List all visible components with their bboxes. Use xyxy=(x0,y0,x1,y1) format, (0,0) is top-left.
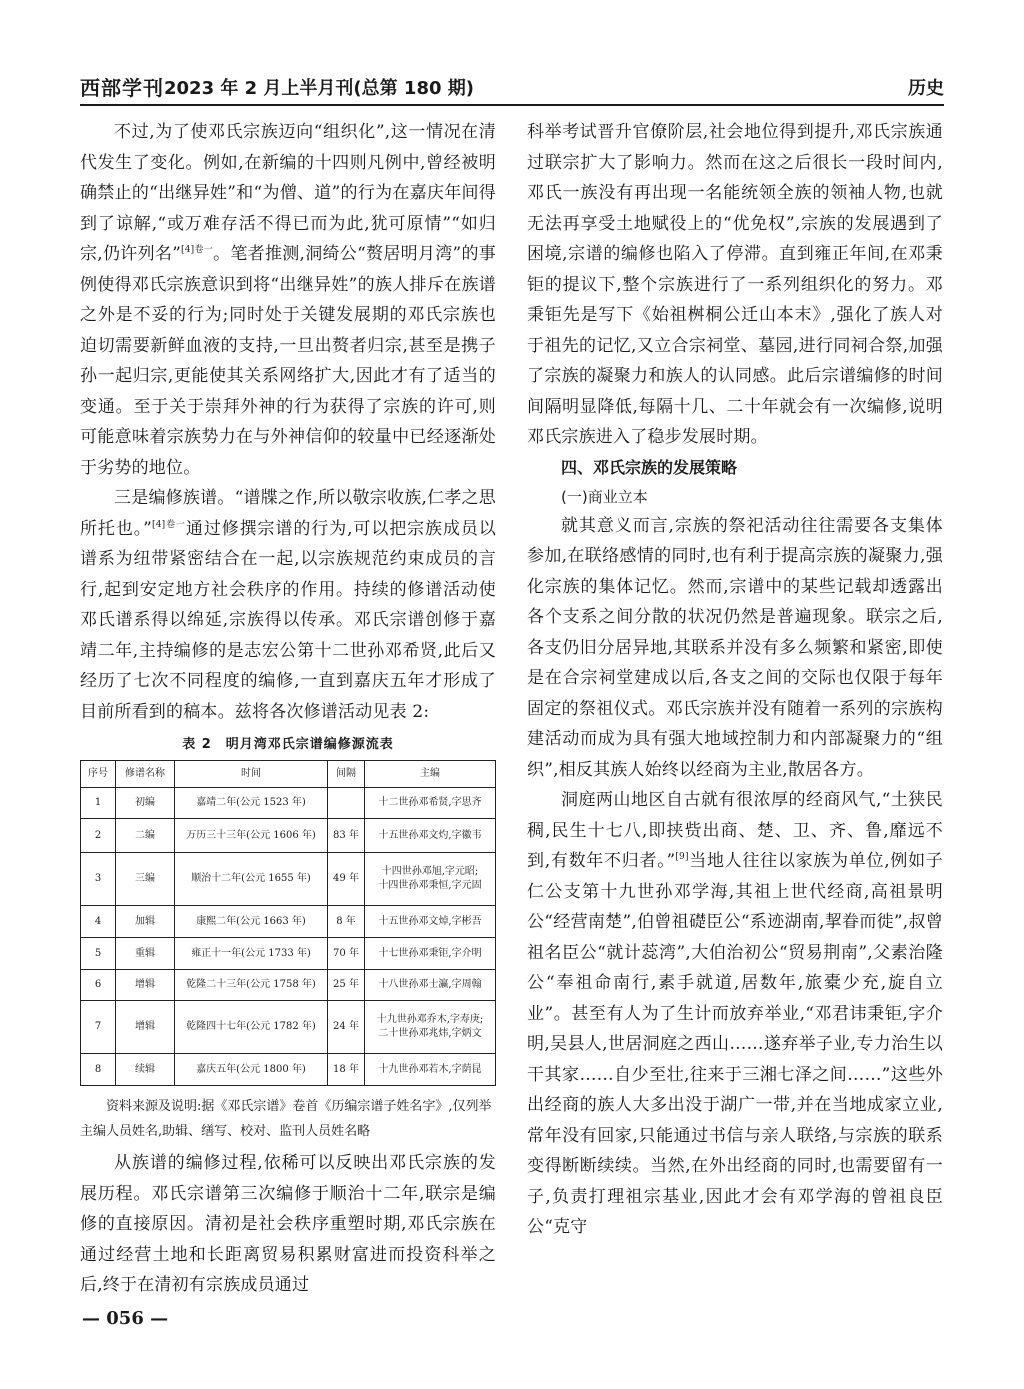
table-cell: 续辑 xyxy=(116,1054,175,1086)
table-header-cell: 序号 xyxy=(81,761,116,788)
table-cell: 十五世孙邓文灼,字徽韦 xyxy=(365,819,496,853)
table-source-note: 资料来源及说明:据《邓氏宗谱》卷首《历编宗谱子姓名字》,仅列举主编人员姓名,助辑、缮写、校对、监刊人员姓名略 xyxy=(80,1099,492,1139)
section-name: 历史 xyxy=(908,78,944,99)
paragraph: 就其意义而言,宗族的祭祀活动往往需要各支集体参加,在联络感情的同时,也有利于提高宗族的凝聚力,强化宗族的集体记忆。然而,宗谱中的某些记载却透露出各个支系之间分散的状况仍然是普遍现象。联宗之后,各支仍旧分居异地,其联系并没有多么频繁和紧密,即使是在合宗祠堂建成以后,各支之间的交际也仅限于每年固定的祭祖仪式。邓氏宗族并没有随着一系列的宗族构建活动而成为具有强大地域控制力和内部凝聚力的“组织”,相反其族人始终以经商为主业,散居各方。 xyxy=(527,515,943,780)
table-row xyxy=(81,819,496,853)
table-cell: 二编 xyxy=(116,819,175,853)
table-cell: 1 xyxy=(81,788,116,819)
paragraph: 从族谱的编修过程,依稀可以反映出邓氏宗族的发展历程。邓氏宗谱第三次编修于顺治十二年,联宗是编修的直接原因。清初是社会秩序重塑时期,邓氏宗族在通过经营土地和长距离贸易积累财富进而投资科举之后,终于在清初有宗族成员通过 xyxy=(80,1153,496,1295)
table-cell: 十八世孙邓士瀛,字周翰 xyxy=(365,970,496,1001)
table-caption: 表 2 明月湾邓氏宗谱编修源流表 xyxy=(182,737,394,752)
paragraph: 洞庭两山地区自古就有很浓厚的经商风气,“土狭民稠,民生十七八,即挟赀出商、楚、卫、齐、鲁,靡远不到,有数年不归者。”[9]当地人往往以家族为单位,例如子仁公支第十九世孙邓学海,其祖上世代经商,高祖景明公“经营南楚”,伯曾祖礎臣公“系迹湖南,挈眷而徙”,叔曾祖名臣公“就计蕊湾”,大伯治初公“贸易荆南”,父素治隆公“奉祖命南行,素手就道,居数年,旅橐少充,旋自立业”。甚至有人为了生计而放弃举业,“邓君讳秉钜,字介明,吴县人,世居洞庭之西山……遂弃举子业,专力治生以干其家……自少至壮,往来于三湘七泽之间……”这些外出经商的族人大多出没于湖广一带,并在当地成家立业,常年没有回家,只能通过书信与亲人联络,与宗族的联系变得断断续续。当然,在外出经商的同时,也需要留有一子,负责打理祖宗基业,因此才会有邓学海的曾祖良臣公“克守 xyxy=(527,790,943,1237)
table-cell: 18 年 xyxy=(328,1054,365,1086)
table-header-cell: 主编 xyxy=(365,761,496,788)
table-cell: 嘉靖二年(公元 1523 年) xyxy=(175,788,328,819)
table-cell: 十七世孙邓秉钜,字介明 xyxy=(365,938,496,970)
table-cell: 十五世孙邓文焯,字彬吾 xyxy=(365,906,496,938)
issue-info: 2023 年 2 月上半月刊(总第 180 期) xyxy=(164,78,474,99)
table-cell: 万历三十三年(公元 1606 年) xyxy=(175,819,328,853)
table-row xyxy=(81,788,496,819)
table-cell: 24 年 xyxy=(328,1001,365,1054)
section-heading: 四、邓氏宗族的发展策略 xyxy=(561,457,738,477)
paragraph: 三是编修族谱。“谱牒之作,所以敬宗收族,仁孝之思所托也。”$^{[4]卷一}$通过修撰宗谱的行为,可以把宗族成员以谱系为纽带紧密结合在一起,以宗族规范约束成员的言行,起到安定地方社会秩序的作用。持续的修谱活动使邓氏谱系得以绵延,宗族得以传承。邓氏宗谱创修于嘉靖二年,主持编修的是志宏公第十二世孙邓希贤,此后又经历了七次不同程度的编修,一直到嘉庆五年才形成了目前所看到的稿本。兹将各次修谱活动见表 2: xyxy=(80,488,496,722)
paragraph: 科举考试晋升官僚阶层,社会地位得到提升,邓氏宗族通过联宗扩大了影响力。然而在这之后很长一段时间内,邓氏一族没有再出现一名能统领全族的领袖人物,也就无法再享受土地赋役上的“优免权”,宗族的发展遇到了困境,宗谱的编修也陷入了停滞。直到雍正年间,在邓秉钜的提议下,整个宗族进行了一系列组织化的努力。邓秉钜先是写下《始祖桝桐公迁山本末》,强化了族人对于祖先的记忆,又立合宗祠堂、墓园,进行同祠合祭,加强了宗族的凝聚力和族人的认同感。此后宗谱编修的时间间隔明显降低,每隔十几、二十年就会有一次编修,说明邓氏宗族进入了稳步发展时期。 xyxy=(527,122,943,447)
table-cell: 三编 xyxy=(116,853,175,906)
table-cell xyxy=(328,788,365,819)
table-cell: 增辑 xyxy=(116,970,175,1001)
table-row xyxy=(81,853,496,906)
table-cell: 70 年 xyxy=(328,938,365,970)
table-cell: 十二世孙邓希贤,字思齐 xyxy=(365,788,496,819)
table-header-cell: 时间 xyxy=(175,761,328,788)
table-cell: 十九世孙邓若木,字荫昆 xyxy=(365,1054,496,1086)
table-cell: 7 xyxy=(81,1001,116,1054)
table-cell: 嘉庆五年(公元 1800 年) xyxy=(175,1054,328,1086)
table-header-row xyxy=(81,761,496,788)
table-cell: 顺治十二年(公元 1655 年) xyxy=(175,853,328,906)
table-cell: 乾隆四十七年(公元 1782 年) xyxy=(175,1001,328,1054)
table-cell: 83 年 xyxy=(328,819,365,853)
table-row xyxy=(81,1054,496,1086)
subsection-heading: (一)商业立本 xyxy=(561,487,648,506)
table-cell: 初编 xyxy=(116,788,175,819)
table-cell: 康熙二年(公元 1663 年) xyxy=(175,906,328,938)
table-cell: 6 xyxy=(81,970,116,1001)
table-cell: 增辑 xyxy=(116,1001,175,1054)
table-cell: 雍正十一年(公元 1733 年) xyxy=(175,938,328,970)
table-row xyxy=(81,906,496,938)
table-cell: 49 年 xyxy=(328,853,365,906)
table-cell: 重辑 xyxy=(116,938,175,970)
table-cell: 加辑 xyxy=(116,906,175,938)
citation: [4]卷一 xyxy=(152,519,186,530)
table-cell: 5 xyxy=(81,938,116,970)
table-row xyxy=(81,1001,496,1054)
running-header xyxy=(80,72,944,102)
page-number: — 056 — xyxy=(82,1308,169,1329)
header-rule xyxy=(80,104,944,106)
table-cell: 十四世孙邓旭,字元昭; 十四世孙邓秉恒,字元固 xyxy=(365,853,496,906)
table-cell: 十九世孙邓乔木,字寿庚; 二十世孙邓兆炜,字炳文 xyxy=(365,1001,496,1054)
table-cell: 8 xyxy=(81,1054,116,1086)
table-cell: 2 xyxy=(81,819,116,853)
paragraph: 不过,为了使邓氏宗族迈向“组织化”,这一情况在清代发生了变化。例如,在新编的十四则凡例中,曾经被明确禁止的“出继异姓”和“为僧、道”的行为在嘉庆年间得到了谅解,“或万难存活不得已而为此,犹可原情”“如归宗,仍许列名”$^{[4]卷一}$。笔者推测,洞绮公“赘居明月湾”的事例使得邓氏宗族意识到将“出继异姓”的族人排斥在族谱之外是不妥的行为;同时处于关键发展期的邓氏宗族也迫切需要新鲜血液的支持,一旦出赘者归宗,甚至是携子孙一起归宗,更能使其关系网络扩大,因此才有了适当的变通。至于关于崇拜外神的行为获得了宗族的许可,则可能意味着宗族势力在与外神信仰的较量中已经逐渐处于劣势的地位。 xyxy=(80,122,497,478)
table-cell: 4 xyxy=(81,906,116,938)
table-cell: 3 xyxy=(81,853,116,906)
table-cell: 8 年 xyxy=(328,906,365,938)
table-row xyxy=(81,970,496,1001)
table-row xyxy=(81,938,496,970)
left-column xyxy=(80,117,496,1301)
table-cell: 乾隆二十三年(公元 1758 年) xyxy=(175,970,328,1001)
table-header-cell: 修谱名称 xyxy=(116,761,175,788)
citation: [4]卷一 xyxy=(181,245,214,255)
citation: [9] xyxy=(675,852,689,862)
table-cell: 25 年 xyxy=(328,970,365,1001)
right-column xyxy=(527,117,943,1243)
genealogy-table xyxy=(80,760,496,1086)
table-header-cell: 间隔 xyxy=(328,761,365,788)
journal-name: 西部学刊 xyxy=(80,76,164,100)
